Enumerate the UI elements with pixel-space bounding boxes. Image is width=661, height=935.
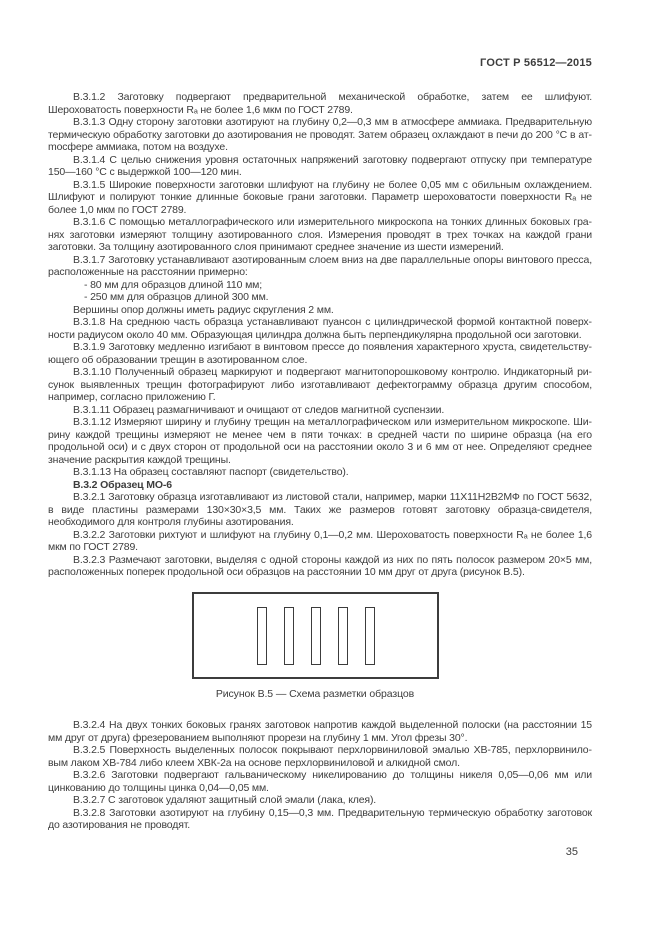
marking-strip bbox=[284, 607, 294, 665]
marking-strip bbox=[257, 607, 267, 665]
paragraph-b3-1-13: В.3.1.13 На образец составляют паспорт (свидетельство). bbox=[73, 466, 349, 478]
figure-b5 bbox=[192, 592, 439, 701]
paragraph-support-radius: Вершины опор должны иметь радиус скругления 2 мм. bbox=[73, 303, 334, 316]
paragraph-b3-2-1: В.3.2.1 Заготовку образца изготавливают из листовой стали, например, марки 11Х11Н2В2МФ по ГОСТ 5632, в виде пластины размерами 130×30×3,5 мм. Таких же размеров готовят заготовку образца-свидетеля, необходимого для контроля глубины азотирования. bbox=[48, 491, 592, 528]
paragraph-b3-1-12: В.3.1.12 Измеряют ширину и глубину трещин на металлографическом или измерительном микроскопе. Ширину каждой трещины измеряют не менее чем в пяти точках: в средней части по ширине образца (на его продольной оси) и с двух сторон от продольной оси на расстоянии около 3 и 6 мм от нее. Определяют среднее значение раскрытия каждой трещины. bbox=[48, 416, 592, 466]
document-body bbox=[48, 91, 592, 832]
paragraph-b3-1-3: В.3.1.3 Одну сторону заготовки азотируют на глубину 0,2—0,3 мм в атмосфере аммиака. Предварительную термическую обработку заготовки до азотирования не проводят. Затем образец охлаждают в печи до 200 °С в атmосфере аммиака, потом на воздухе. bbox=[48, 116, 592, 153]
paragraph-b3-1-8: В.3.1.8 На среднюю часть образца устанавливают пуансон с цилиндрической формой контактной поверхности радиусом около 40 мм. Образующая цилиндра должна быть перпендикулярна продольной оси заготовки. bbox=[48, 316, 592, 341]
heading-b3-2-specimen-mo6: В.3.2 Образец МО-6 bbox=[73, 478, 172, 491]
paragraph-b3-1-9: В.3.1.9 Заготовку медленно изгибают в винтовом прессе до появления характерного хруста, свидетельствующего об образовании трещин в азотированном слое. bbox=[48, 341, 592, 366]
list-item-80mm: - 80 мм для образцов длиной 110 мм; bbox=[84, 278, 262, 291]
paragraph-b3-2-5: В.3.2.5 Поверхность выделенных полосок покрывают перхлорвиниловой эмалью ХВ-785, перхлорвиниловым лаком ХВ-784 либо клеем ХВК-2а на основе перхлорвиниловой и алкидной смол. bbox=[48, 744, 592, 769]
paragraph-b3-1-4: В.3.1.4 С целью снижения уровня остаточных напряжений заготовку подвергают отпуску при температуре 150—160 °С с выдержкой 100—120 мин. bbox=[48, 153, 592, 178]
paragraph-b3-2-3: В.3.2.3 Размечают заготовки, выделяя с одной стороны каждой из них по пять полосок размером 20×5 мм, расположенных поперек продольной оси образцов на расстоянии 10 мм друг от друга (рисунок В.5). bbox=[48, 553, 592, 578]
marking-strip bbox=[311, 607, 321, 665]
paragraph-b3-2-8: В.3.2.8 Заготовки азотируют на глубину 0,15—0,3 мм. Предварительную термическую обработку заготовок до азотирования не проводят. bbox=[48, 806, 592, 831]
paragraph-b3-1-5: В.3.1.5 Широкие поверхности заготовки шлифуют на глубину не более 0,05 мм с обильным охлаждением. Шлифуют и полируют тонкие длинные боковые грани заготовки. Параметр шероховатости поверхности Rₐ не более 1,0 мкм по ГОСТ 2789. bbox=[48, 178, 592, 216]
page-number: 35 bbox=[565, 846, 578, 858]
figure-caption: Рисунок В.5 — Схема разметки образцов bbox=[215, 687, 415, 700]
marking-strip bbox=[365, 607, 375, 665]
paragraph-b3-2-6: В.3.2.6 Заготовки подвергают гальваническому никелированию до толщины никеля 0,05—0,06 мм или цинкованию до толщины цинка 0,04—0,05 мм. bbox=[48, 769, 592, 794]
paragraph-b3-2-4: В.3.2.4 На двух тонких боковых гранях заготовок напротив каждой выделенной полоски (на расстоянии 15 мм друг от друга) фрезерованием выполняют прорези на глубину 1 мм. Угол фрезы 30°. bbox=[48, 719, 592, 744]
marking-strip bbox=[338, 607, 348, 665]
paragraph-b3-1-11: В.3.1.11 Образец размагничивают и очищают от следов магнитной суспензии. bbox=[73, 403, 445, 416]
paragraph-b3-1-7: В.3.1.7 Заготовку устанавливают азотированным слоем вниз на две параллельные опоры винтового пресса, расположенные на расстоянии примерно: bbox=[48, 253, 592, 278]
paragraph-b3-2-7: В.3.2.7 С заготовок удаляют защитный слой эмали (лака, клея). bbox=[73, 794, 377, 806]
paragraph-b3-1-6: В.3.1.6 С помощью металлографического или измерительного микроскопа на тонких длинных боковых гранях заготовки измеряют толщину азотированного слоя. Измерения проводят в трех точках на каждой грани заготовки. За толщину азотированного слоя принимают среднее значение из шести измерений. bbox=[48, 216, 592, 253]
paragraph-b3-1-10: В.3.1.10 Полученный образец маркируют и подвергают магнитопорошковому контролю. Индикаторный рисунок выявленных трещин фотографируют либо изготавливают дефектограмму образца другим способом, например, согласно приложению Г. bbox=[48, 366, 592, 403]
document-header: ГОСТ Р 56512—2015 bbox=[480, 57, 592, 69]
list-item-250mm: - 250 мм для образцов длиной 300 мм. bbox=[84, 291, 269, 303]
specimen-marking-diagram bbox=[192, 592, 439, 679]
paragraph-b3-1-2: В.3.1.2 Заготовку подвергают предварительной механической обработке, затем ее шлифуют. Шероховатость поверхности Rₐ не более 1,6 мкм по ГОСТ 2789. bbox=[48, 91, 592, 116]
paragraph-b3-2-2: В.3.2.2 Заготовки рихтуют и шлифуют на глубину 0,1—0,2 мм. Шероховатость поверхности Rₐ не более 1,6 мкм по ГОСТ 2789. bbox=[48, 528, 592, 553]
